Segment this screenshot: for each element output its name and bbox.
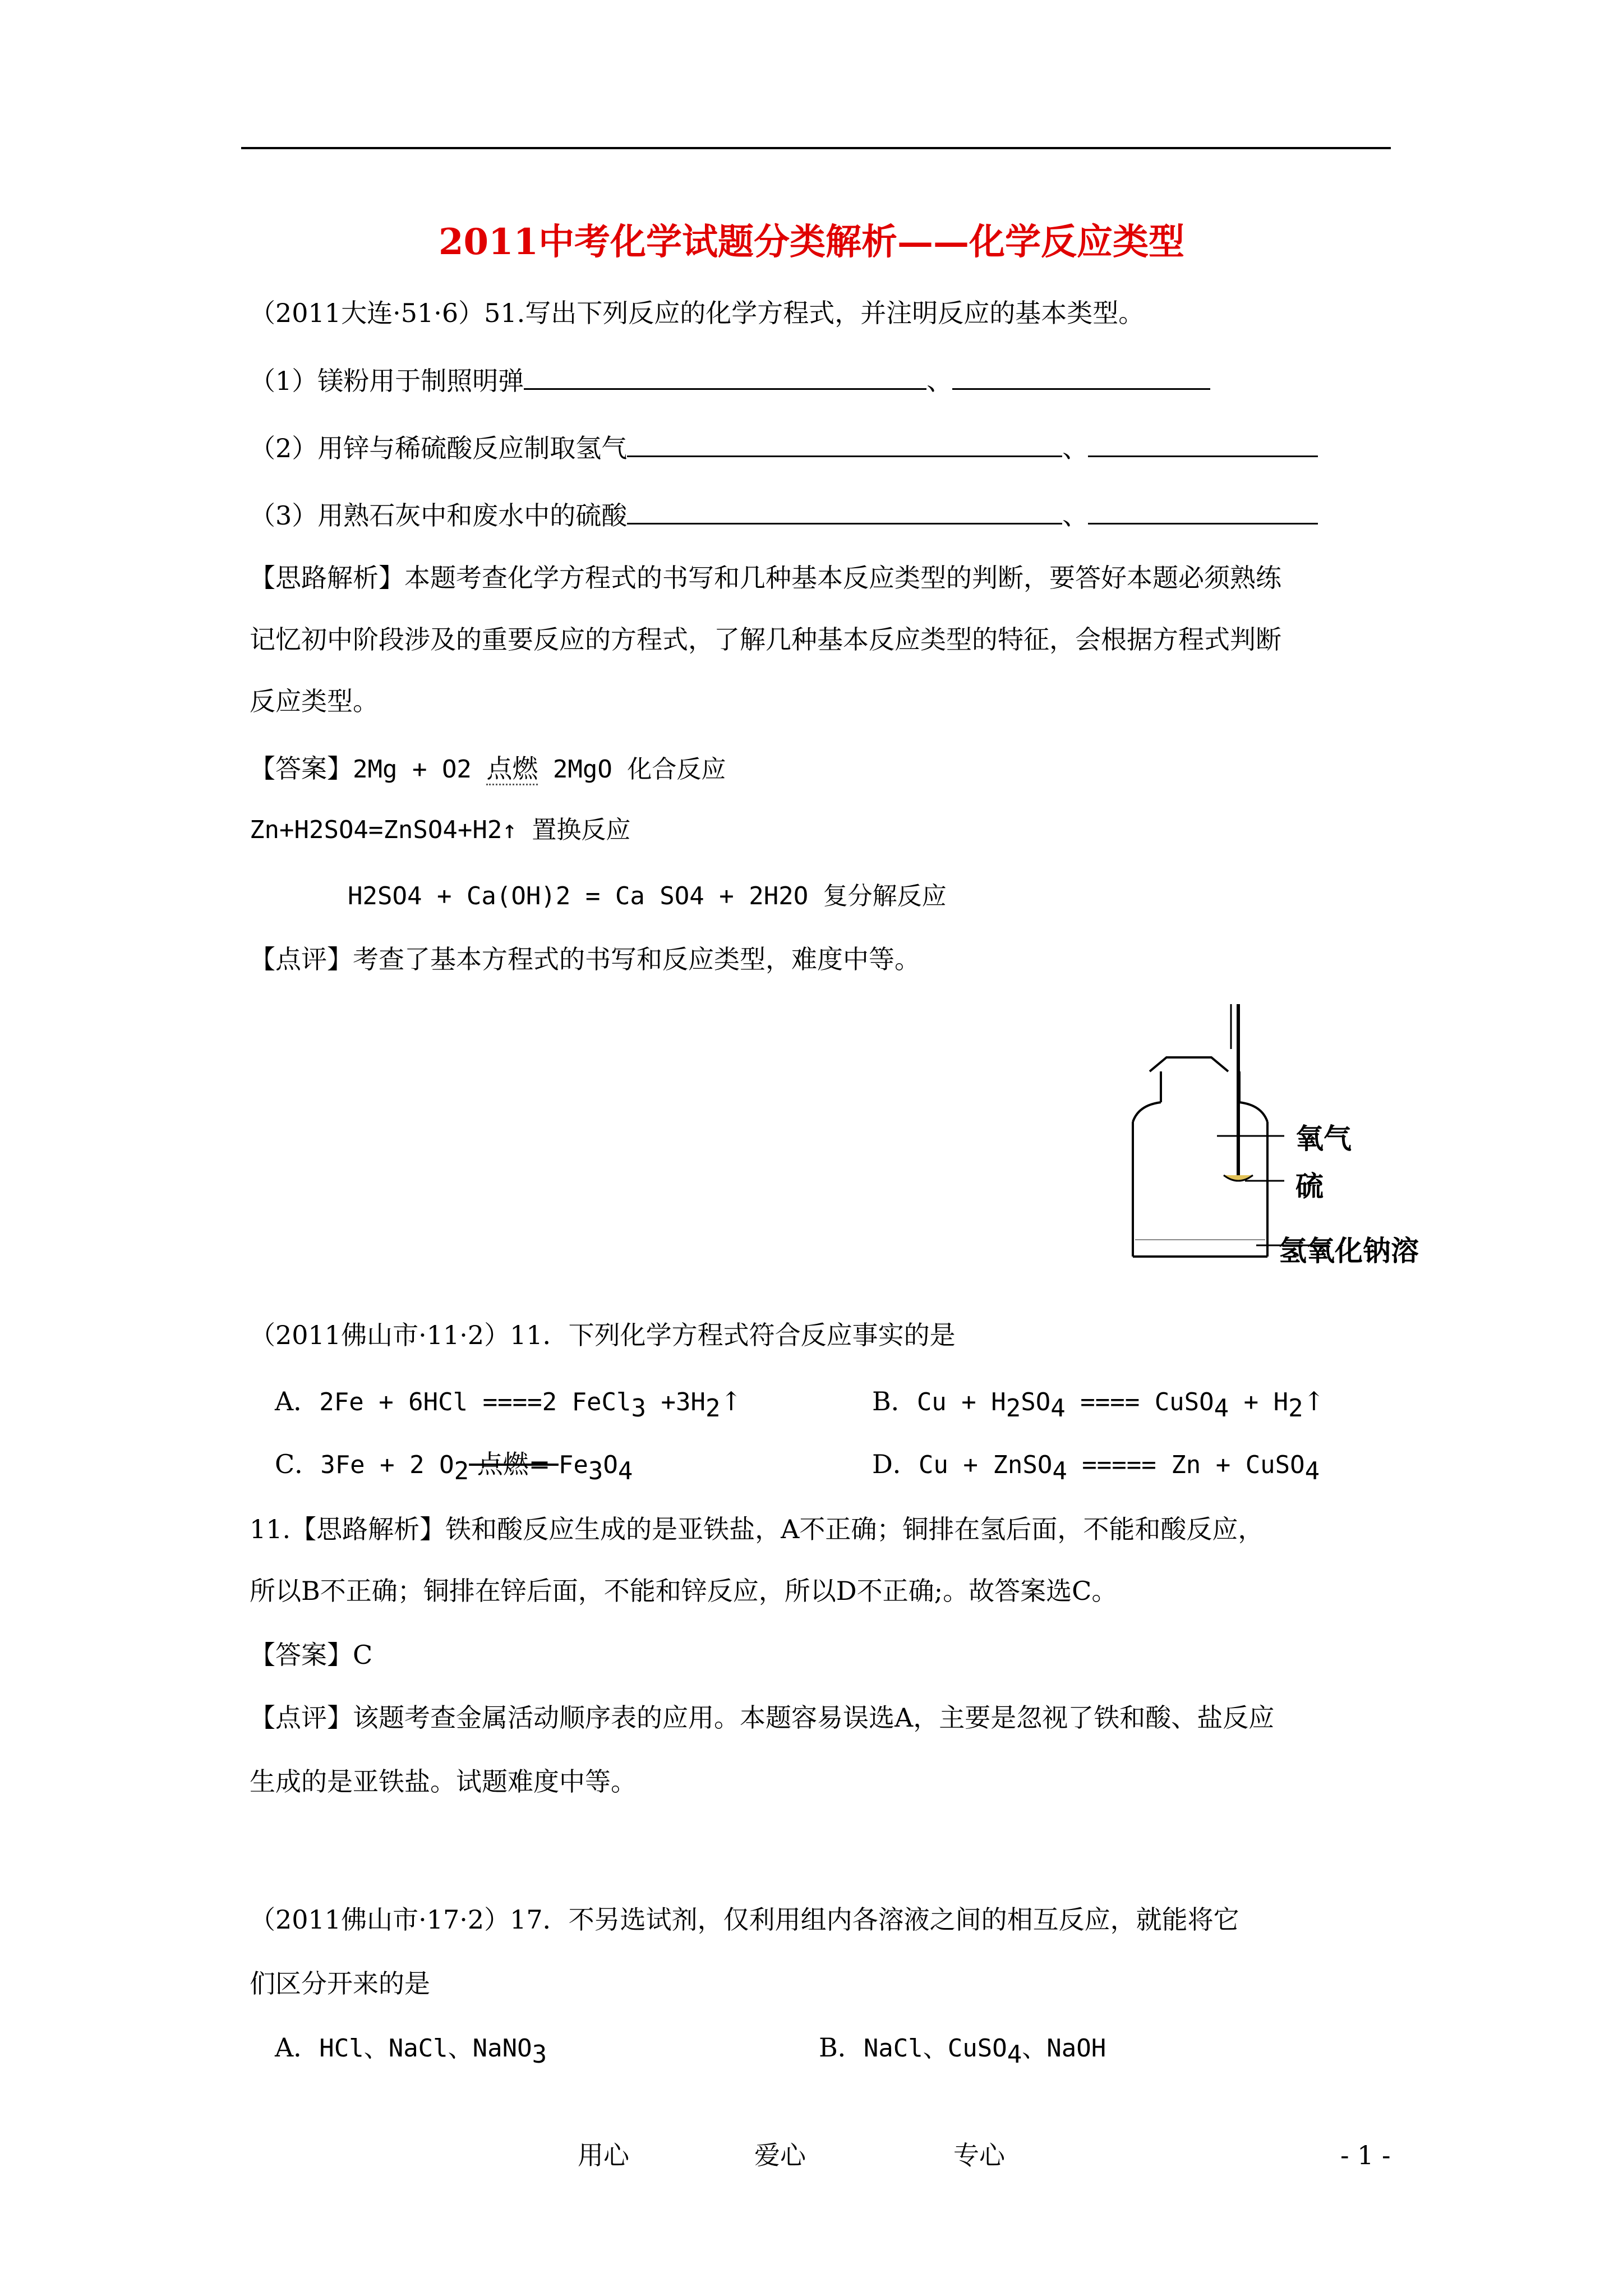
option-label: A． [275,1386,320,1416]
q11-answer: 【答案】C [250,1640,373,1670]
q51-item-3 [250,498,1318,532]
subscript: 2 [706,1394,721,1423]
q51-analysis-line-2: 记忆初中阶段涉及的重要反应的方程式，了解几种基本反应类型的特征，会根据方程式判断 [250,624,1281,655]
q11-option-b [872,1384,1325,1425]
header-rule [241,147,1391,149]
subscript: 4 [1007,2040,1022,2069]
subscript: 4 [1050,1394,1066,1423]
subscript: 3 [631,1394,647,1423]
gas-arrow: ↑ [720,1386,743,1416]
q51-comment: 【点评】考查了基本方程式的书写和反应类型，难度中等。 [250,944,920,974]
q51-answer-3: H2SO4 + Ca(OH)2 = Ca SO4 + 2H2O 复分解反应 [348,882,947,910]
q51-item-2-text: （2）用锌与稀硫酸反应制取氢气 [250,433,628,463]
q11-analysis-line-1: 11.【思路解析】铁和酸反应生成的是亚铁盐，A不正确；铜排在氢后面，不能和酸反应， [250,1514,1264,1544]
option-text: NaCl、CuSO [863,2034,1007,2063]
answer-blank[interactable] [1088,431,1318,457]
reaction-condition: 点燃 [486,753,538,785]
footer-item-2: 爱心 [754,2140,806,2170]
subscript: 4 [1214,1394,1229,1423]
q11-option-c [275,1447,633,1488]
label-naoh-solution: 氢氧化钠溶 [1279,1235,1419,1267]
equation-left: 2Mg + O2 [353,755,487,784]
subscript: 3 [532,2040,547,2069]
q51-item-1-text: （1）镁粉用于制照明弹 [250,366,524,396]
option-text: ===== Zn + CuSO [1067,1451,1305,1479]
option-label: D． [872,1449,919,1479]
label-sulfur: 硫 [1295,1170,1324,1203]
page-number: - 1 - [1340,2140,1391,2170]
separator: 、 [1062,500,1089,531]
answer-label: 【答案】 [250,753,353,784]
footer-item-3: 专心 [953,2140,1005,2170]
option-text: 2Fe + 6HCl ====2 FeCl [319,1388,631,1416]
q51-analysis-line-1: 【思路解析】本题考查化学方程式的书写和几种基本反应类型的判断，要答好本题必须熟练 [250,563,1281,593]
equation-right: 2MgO 化合反应 [538,755,726,784]
option-label: B． [872,1386,917,1416]
option-text: Fe [558,1451,588,1479]
q11-comment-line-1: 【点评】该题考查金属活动顺序表的应用。本题容易误选A，主要是忽视了铁和酸、盐反应 [250,1703,1275,1733]
answer-blank[interactable] [627,431,1062,457]
subscript: 4 [617,1457,633,1485]
q11-analysis-line-2: 所以B不正确；铜排在锌后面，不能和锌反应，所以D不正确;。故答案选C。 [250,1576,1118,1606]
q17-intro-line-2: 们区分开来的是 [250,1968,430,1999]
option-text: +3H [646,1388,706,1416]
q51-item-2 [250,431,1318,465]
gas-arrow: ↑ [1303,1386,1325,1416]
q17-option-a [275,2031,547,2072]
q51-item-1 [250,364,1210,398]
label-oxygen: 氧气 [1295,1122,1352,1155]
option-label: B． [819,2032,864,2063]
option-text: ==== CuSO [1065,1388,1214,1416]
answer-blank[interactable] [524,364,926,390]
option-text: O [603,1451,618,1479]
reaction-condition: 点燃= [469,1449,559,1479]
option-text: 3Fe + 2 O [320,1451,454,1479]
separator: 、 [1062,433,1089,463]
answer-blank[interactable] [1088,498,1318,524]
subscript: 2 [1288,1394,1303,1423]
subscript: 3 [588,1457,603,1485]
q17-option-b [819,2031,1106,2072]
separator: 、 [926,366,953,396]
q17-intro-line-1: （2011佛山市·17·2）17．不另选试剂，仅利用组内各溶液之间的相互反应，就能将它 [250,1904,1239,1935]
subscript: 2 [454,1457,469,1485]
q11-comment-line-2: 生成的是亚铁盐。试题难度中等。 [250,1766,637,1797]
footer-item-1: 用心 [578,2140,629,2170]
option-text: + H [1229,1388,1289,1416]
answer-blank[interactable] [952,364,1210,390]
q51-analysis-line-3: 反应类型。 [250,686,379,716]
q51-answer-2: Zn+H2SO4=ZnSO4+H2↑ 置换反应 [250,816,631,844]
subscript: 2 [1006,1394,1021,1423]
q51-item-3-text: （3）用熟石灰中和废水中的硫酸 [250,500,628,531]
option-text: HCl、NaCl、NaNO [319,2034,532,2063]
q11-option-a [275,1384,742,1425]
option-text: Cu + ZnSO [918,1451,1053,1479]
option-text: Cu + H [916,1388,1006,1416]
q51-intro: （2011大连·51·6）51.写出下列反应的化学方程式，并注明反应的基本类型。 [250,298,1145,328]
q51-answer-1 [250,752,726,786]
answer-blank[interactable] [627,498,1062,524]
q11-option-d [872,1447,1320,1488]
experiment-figure [1077,1004,1469,1273]
page-title: 2011中考化学试题分类解析——化学反应类型 [438,221,1185,263]
subscript: 4 [1304,1457,1320,1485]
q11-intro: （2011佛山市·11·2）11．下列化学方程式符合反应事实的是 [250,1320,956,1350]
subscript: 4 [1052,1457,1067,1485]
option-label: C． [275,1449,321,1479]
option-label: A． [275,2032,320,2063]
option-text: SO [1021,1388,1051,1416]
option-text: 、NaOH [1022,2034,1106,2063]
